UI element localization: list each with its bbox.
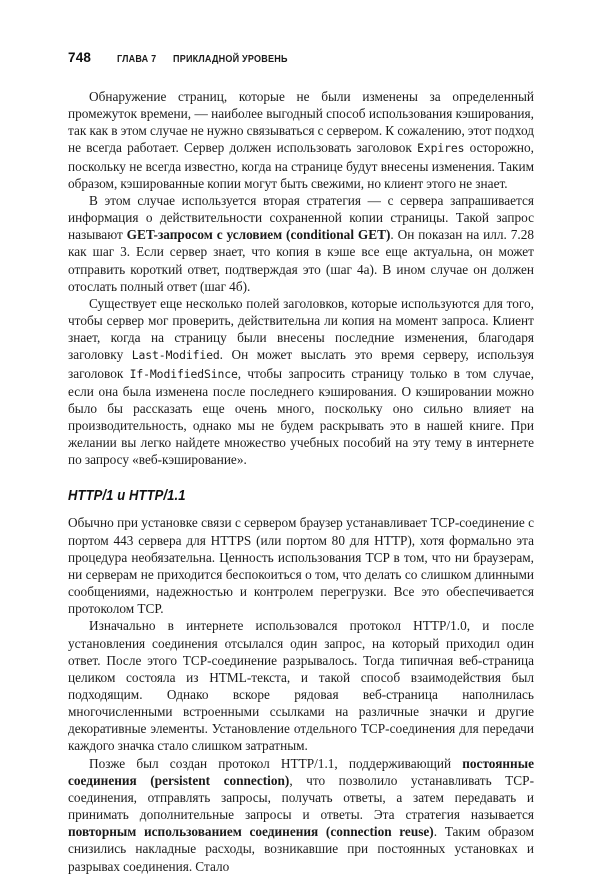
paragraph-text: В этом случае используется вторая стратегия — с сервера запрашивается информация о действительности сохраненной копии страницы. Такой запрос называют — [68, 192, 534, 243]
inline-code-last-modified: Last-Modified — [131, 348, 220, 363]
page-number: 748 — [68, 50, 92, 65]
bold-term-conditional-get: GET-запросом с условием (conditional GET) — [126, 227, 391, 243]
paragraph-conditional-get — [68, 192, 534, 295]
paragraph-text: Позже был создан протокол HTTP/1.1, поддерживающий — [89, 755, 463, 771]
paragraph-text: . Он может выслать это время серверу, используя заголовок — [68, 347, 534, 381]
paragraph-text: осторожно, поскольку не всегда известно, когда на странице будут внесены изменения. Таким образом, кэшированные копии могут быть свежими, но клиент этого не знает. — [68, 140, 534, 191]
paragraph-http11-persistent — [68, 755, 534, 875]
section-heading-http1: HTTP/1 и HTTP/1.1 — [68, 488, 186, 505]
inline-code-if-modified-since: If-ModifiedSince — [129, 366, 238, 381]
paragraph-last-modified — [68, 295, 534, 469]
bold-term-persistent-connection: постоянные соединения (persistent connection) — [68, 755, 534, 788]
paragraph-tcp-connection: Обычно при установке связи с сервером браузер устанавливает TCP-соединение с портом 443 сервера для HTTPS (или портом 80 для HTTP), хотя формально эта процедура необязательна. Ценность использования TCP в том, что ни браузерам, ни серверам не приходится беспокоиться о том, что делать со слишком длинными сообщениями, надежностью и контролем перегрузки. Все это обеспечивается протоколом TCP. — [68, 515, 534, 617]
paragraph-text: Существует еще несколько полей заголовков, которые используются для того, чтобы сервер мог проверить, действительна ли копия на момент запроса. Клиент знает, когда на страницу были внесены последние изменения, благодаря заголовку — [68, 295, 534, 363]
text-column — [68, 88, 534, 875]
chapter-title: ПРИКЛАДНОЙ УРОВЕНЬ — [172, 53, 288, 65]
paragraph-text: , что позволило устанавливать TCP-соединения, отправлять запросы, получать ответы, а затем передавать и принимать дополнительные запросы и ответы. Эта стратегия называется — [68, 772, 535, 823]
paragraph-http10-history: Изначально в интернете использовался протокол HTTP/1.0, и после установления соединения отсылался один запрос, на который приходил один ответ. После этого TCP-соединение разрывалось. Тогда типичная веб-страница целиком состояла из HTML-текста, и такой способ взаимодействия был подходящим. Однако вскоре рядовая веб-страница наполнилась многочисленными встроенными ссылками на различные значки и другие декоративные элементы. Установление отдельного TCP-соединения для передачи каждого значка стало слишком затратным. — [68, 618, 534, 754]
running-head — [68, 50, 306, 65]
chapter-label: ГЛАВА 7 — [117, 53, 157, 65]
paragraph-text: Обнаружение страниц, которые не были изменены за определенный промежуток времени, — наиболее выгодный способ использования кэширования, так как в этом случае не нужно связываться с сервером. К сожалению, этот подход не всегда работает. Сервер должен использовать заголовок — [68, 89, 534, 156]
paragraph-caching-expires — [68, 88, 534, 192]
paragraph-text: . Он показан на илл. 7.28 как шаг 3. Если сервер знает, что копия в кэше все еще актуальна, он может отправить короткий ответ, подтверждая это (шаг 4а). В ином случае он должен отослать полный ответ (шаг 4б). — [68, 227, 534, 294]
inline-code-expires: Expires — [417, 141, 465, 156]
section-heading-block — [68, 468, 534, 514]
paragraph-text: . Таким образом снизились накладные расходы, возникавшие при постоянных установках и разрывах соединения. Стало — [68, 824, 534, 874]
bold-term-connection-reuse: повторным использованием соединения (connection reuse) — [68, 824, 434, 840]
paragraph-text: , чтобы запросить страницу только в том случае, если она была изменена после последнего кэширования. О кэшировании можно было бы рассказать еще очень много, поскольку оно сильно влияет на производительность, однако мы не будем раскрывать это в нашей книге. При желании вы легко найдете множество учебных пособий на эту тему в интернете по запросу «веб-кэширование». — [68, 365, 534, 468]
